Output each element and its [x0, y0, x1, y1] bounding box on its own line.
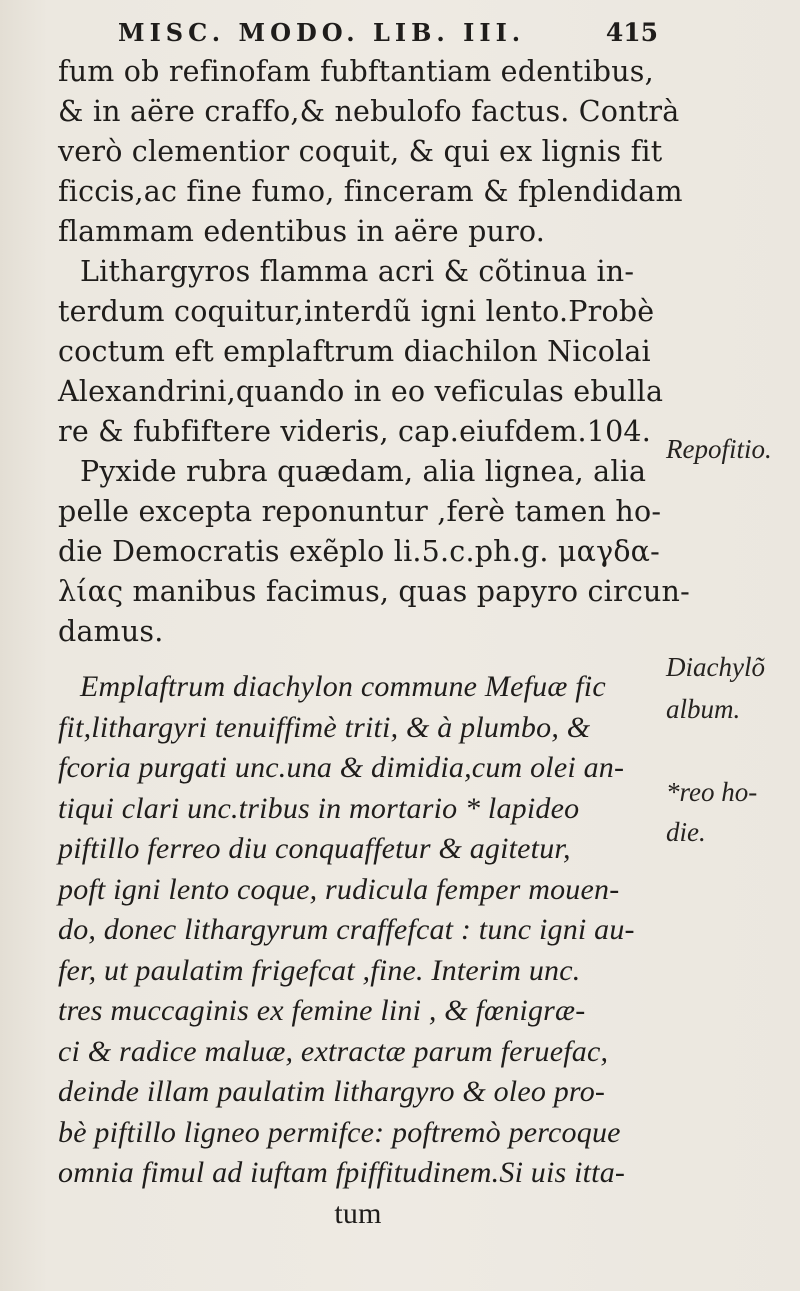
text-line: Lithargyros flamma acri & cõtinua in- [80, 255, 635, 288]
text-line: die Democratis exẽplo li.5.c.ph.g. μαγδα- [58, 535, 660, 568]
text-block [58, 52, 690, 1234]
page-number: 415 [605, 18, 658, 47]
catchword: tum [334, 1196, 382, 1230]
margin-note-asterisk: *reo ho- [666, 777, 758, 807]
recipe-line: do, donec lithargyrum craffefcat : tunc igni au- [58, 913, 635, 946]
recipe-line: tiqui clari unc.tribus in mortario * lapideo [58, 791, 580, 825]
text-line: ficcis,ac fine fumo, finceram & fplendidam [58, 175, 683, 208]
margin-note-repositio: Repofitio. [666, 434, 772, 464]
text-line: terdum coquitur,interdũ igni lento.Probè [58, 295, 655, 328]
text-line: coctum eft emplaftrum diachilon Nicolai [58, 335, 651, 368]
text-line: pelle excepta reponuntur ,ferè tamen ho- [58, 495, 662, 528]
running-head: MISC. MODO. LIB. III. [118, 18, 526, 47]
recipe-line: fit,lithargyri tenuiffimè triti, & à plumbo, & [58, 710, 591, 744]
recipe-line: deinde illam paulatim lithargyro & oleo pro- [58, 1075, 606, 1108]
recipe-line: bè piftillo ligneo permifce: poftremò percoque [58, 1115, 621, 1149]
running-header [118, 14, 658, 54]
recipe-line: tres muccaginis ex femine lini , & fœnigræ- [58, 994, 586, 1027]
recipe-line: piftillo ferreo diu conquaffetur & agitetur, [58, 832, 571, 865]
text-line: λίας manibus facimus, quas papyro circun- [58, 575, 690, 608]
margin-note-asterisk-cont: die. [666, 817, 706, 847]
recipe-line: Emplaftrum diachylon commune Mefuæ fic [80, 670, 606, 703]
margin-note-album: album. [666, 694, 741, 724]
recipe-line: omnia fimul ad iuftam fpiffitudinem.Si uis itta- [58, 1156, 626, 1189]
paragraph-main [58, 52, 690, 652]
recipe-line: poft igni lento coque, rudicula femper mouen- [58, 872, 620, 906]
text-line: fum ob refinofam fubftantiam edentibus, [58, 55, 654, 88]
recipe-line: ci & radice maluæ, extractæ parum feruefac, [58, 1034, 609, 1068]
recipe-line: fcoria purgati unc.una & dimidia,cum olei an- [58, 751, 625, 784]
recipe-paragraph [58, 667, 658, 1234]
text-line: re & fubfiftere videris, cap.eiufdem.104. [58, 415, 652, 448]
recipe-line: fer, ut paulatim frigefcat ,fine. Interim unc. [58, 953, 581, 987]
text-line: Pyxide rubra quædam, alia lignea, alia [80, 455, 647, 488]
margin-note-diachylo: Diachylõ [666, 652, 765, 682]
text-line: damus. [58, 615, 164, 648]
text-line: flammam edentibus in aëre puro. [58, 215, 546, 248]
text-line: verò clementior coquit, & qui ex lignis fit [58, 135, 663, 168]
text-line: & in aëre craffo,& nebulofo factus. Contrà [58, 95, 680, 128]
text-line: Alexandrini,quando in eo veficulas ebulla [58, 375, 664, 408]
